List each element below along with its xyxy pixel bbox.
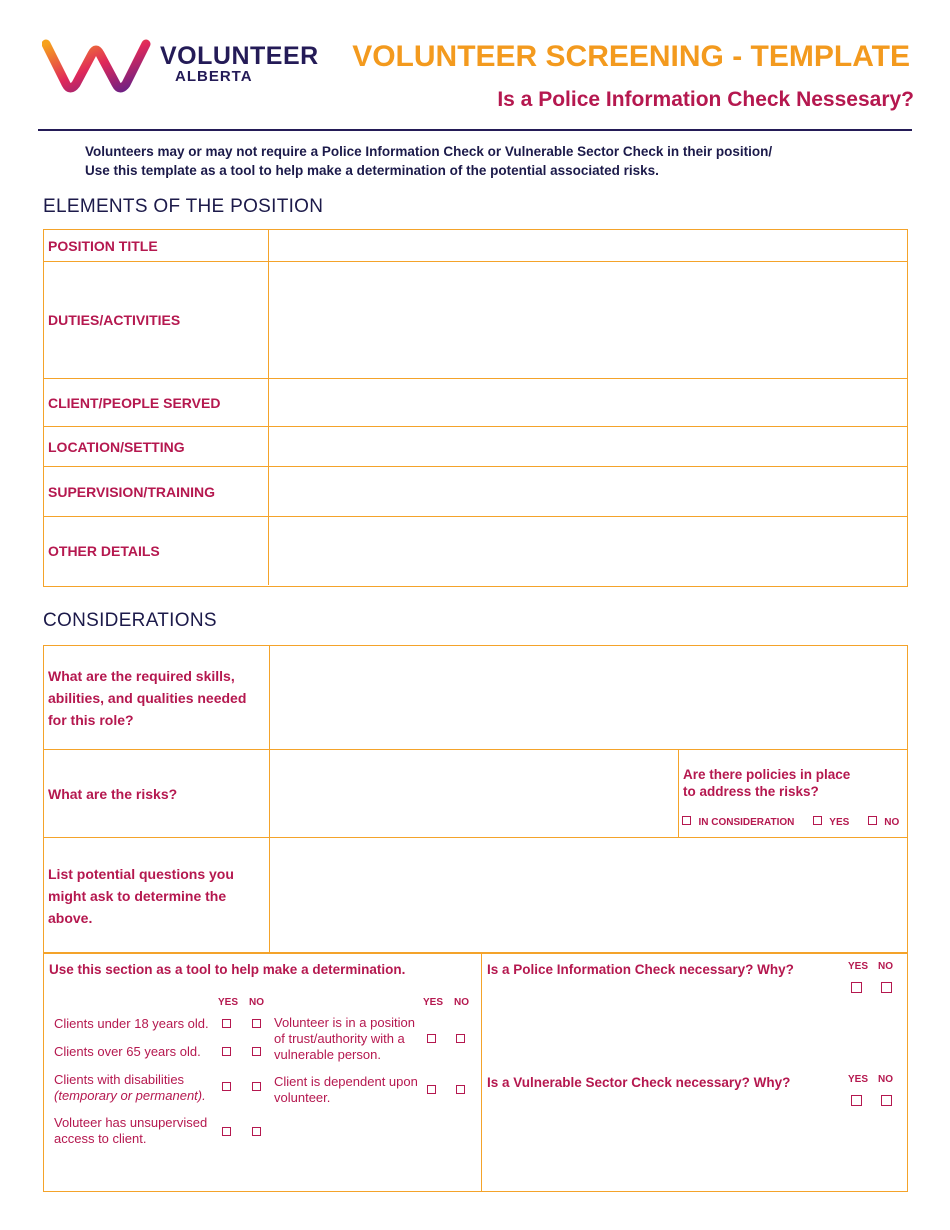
pic-no-checkbox[interactable] <box>881 982 892 993</box>
header-divider <box>38 129 912 131</box>
questions-field[interactable] <box>270 838 907 954</box>
row-label: DUTIES/ACTIVITIES <box>44 262 269 378</box>
supervision-field[interactable] <box>269 467 907 516</box>
risks-field[interactable] <box>270 750 679 837</box>
skills-field[interactable] <box>269 646 907 749</box>
elements-heading: ELEMENTS OF THE POSITION <box>43 196 324 217</box>
item-note: (temporary or permanent). <box>54 1088 206 1103</box>
in-consideration-checkbox[interactable] <box>682 816 691 825</box>
intro-line-2: Use this template as a tool to help make a determination of the potential associated risks. <box>85 163 659 178</box>
yes-header: YES <box>218 997 239 1008</box>
yes-header: YES <box>423 997 444 1008</box>
logo-word-alberta: ALBERTA <box>175 68 253 85</box>
table-row <box>44 467 907 517</box>
logo-word-volunteer: VOLUNTEER <box>160 42 319 70</box>
over-65-yes-checkbox[interactable] <box>222 1047 231 1056</box>
unsupervised-no-checkbox[interactable] <box>252 1127 261 1136</box>
determination-table <box>43 952 908 1192</box>
trust-no-checkbox[interactable] <box>456 1034 465 1043</box>
table-row <box>44 230 907 262</box>
table-row <box>44 517 907 585</box>
determination-heading: Use this section as a tool to help make a determination. <box>49 962 406 977</box>
skills-label: What are the required skills, abilities, and qualities needed for this role? <box>44 646 270 749</box>
determination-checklist <box>44 953 482 1191</box>
option-label: NO <box>884 817 900 828</box>
row-label: POSITION TITLE <box>44 230 269 261</box>
unsupervised-yes-checkbox[interactable] <box>222 1127 231 1136</box>
table-row <box>44 646 907 750</box>
duties-field[interactable] <box>269 262 907 378</box>
no-header: NO <box>878 1074 893 1085</box>
trust-yes-checkbox[interactable] <box>427 1034 436 1043</box>
list-item <box>54 1072 214 1104</box>
list-item: Voluteer has unsupervised access to client. <box>54 1115 208 1146</box>
no-header: NO <box>249 997 264 1008</box>
under-18-yes-checkbox[interactable] <box>222 1019 231 1028</box>
no-header: NO <box>878 961 893 972</box>
pic-yes-checkbox[interactable] <box>851 982 862 993</box>
intro-line-1: Volunteers may or may not require a Police Information Check or Vulnerable Sector Check in their position/ <box>85 144 773 159</box>
page-subtitle: Is a Police Information Check Nessesary? <box>497 88 914 111</box>
table-row <box>44 379 907 427</box>
client-field[interactable] <box>269 379 907 426</box>
policies-label: Are there policies in place to address the risks? <box>683 767 851 799</box>
list-item: Volunteer is in a position of trust/authority with a vulnerable person. <box>274 1015 415 1062</box>
risks-label: What are the risks? <box>44 750 270 837</box>
option-label: IN CONSIDERATION <box>698 817 795 828</box>
row-label: LOCATION/SETTING <box>44 427 269 466</box>
list-item: Clients over 65 years old. <box>54 1044 201 1059</box>
table-row <box>44 262 907 379</box>
considerations-heading: CONSIDERATIONS <box>43 610 217 631</box>
policy-options <box>682 812 908 830</box>
row-label: CLIENT/PEOPLE SERVED <box>44 379 269 426</box>
logo-mark-icon <box>42 36 152 96</box>
row-label: SUPERVISION/TRAINING <box>44 467 269 516</box>
yes-header: YES <box>848 1074 869 1085</box>
list-item: Clients under 18 years old. <box>54 1016 209 1031</box>
dependent-yes-checkbox[interactable] <box>427 1085 436 1094</box>
elements-table <box>43 229 908 587</box>
vsc-no-checkbox[interactable] <box>881 1095 892 1106</box>
item-text: Clients with disabilities <box>54 1072 185 1087</box>
dependent-no-checkbox[interactable] <box>456 1085 465 1094</box>
other-details-field[interactable] <box>269 517 907 585</box>
no-header: NO <box>454 997 469 1008</box>
policy-no-checkbox[interactable] <box>868 816 877 825</box>
position-title-field[interactable] <box>269 230 907 261</box>
pic-question: Is a Police Information Check necessary? Why? <box>487 962 794 977</box>
yes-header: YES <box>848 961 869 972</box>
disabilities-no-checkbox[interactable] <box>252 1082 261 1091</box>
intro-text <box>85 142 772 180</box>
over-65-no-checkbox[interactable] <box>252 1047 261 1056</box>
list-item: Client is dependent upon volunteer. <box>274 1074 418 1105</box>
page-title: VOLUNTEER SCREENING - TEMPLATE <box>352 40 910 73</box>
table-row <box>44 838 907 954</box>
questions-label: List potential questions you might ask to determine the above. <box>44 838 270 954</box>
considerations-table <box>43 645 908 954</box>
disabilities-yes-checkbox[interactable] <box>222 1082 231 1091</box>
option-label: YES <box>829 817 850 828</box>
table-row <box>44 427 907 467</box>
vsc-question: Is a Vulnerable Sector Check necessary? Why? <box>487 1075 791 1090</box>
under-18-no-checkbox[interactable] <box>252 1019 261 1028</box>
location-field[interactable] <box>269 427 907 466</box>
determination-questions <box>481 953 907 1191</box>
policy-yes-checkbox[interactable] <box>813 816 822 825</box>
vsc-yes-checkbox[interactable] <box>851 1095 862 1106</box>
row-label: OTHER DETAILS <box>44 517 269 585</box>
table-row <box>44 750 907 838</box>
